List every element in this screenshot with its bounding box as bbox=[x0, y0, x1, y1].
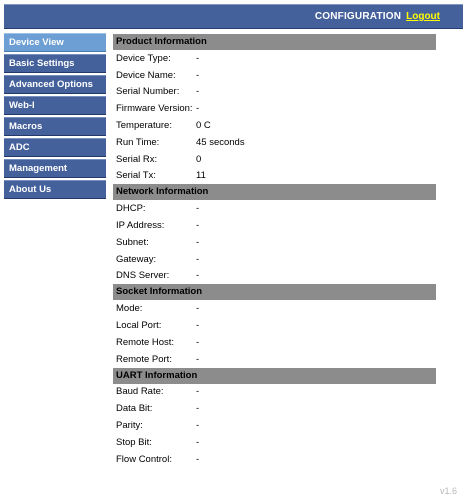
row-value: - bbox=[196, 203, 200, 215]
sidebar-item-management[interactable]: Management bbox=[4, 159, 106, 178]
row-label: Device Name: bbox=[116, 69, 176, 81]
info-row bbox=[113, 417, 436, 434]
row-value: - bbox=[196, 336, 200, 348]
row-label: Subnet: bbox=[116, 236, 149, 248]
info-row bbox=[113, 168, 436, 185]
info-row bbox=[113, 251, 436, 268]
info-row bbox=[113, 50, 436, 67]
row-label: Serial Number: bbox=[116, 86, 180, 98]
row-value: - bbox=[196, 453, 200, 465]
row-value: - bbox=[196, 386, 200, 398]
row-value: - bbox=[196, 69, 200, 81]
row-label: Data Bit: bbox=[116, 403, 153, 415]
info-row bbox=[113, 300, 436, 317]
info-row bbox=[113, 334, 436, 351]
info-row bbox=[113, 351, 436, 368]
section-header: Socket Information bbox=[113, 284, 436, 300]
row-value: - bbox=[196, 236, 200, 248]
info-row bbox=[113, 117, 436, 134]
row-label: Local Port: bbox=[116, 320, 162, 332]
row-label: Parity: bbox=[116, 420, 143, 432]
row-label: Serial Tx: bbox=[116, 170, 156, 182]
product-information-section bbox=[113, 34, 436, 184]
sidebar-item-device-view[interactable]: Device View bbox=[4, 33, 106, 52]
row-value: - bbox=[196, 436, 200, 448]
row-label: Device Type: bbox=[116, 52, 171, 64]
row-value: - bbox=[196, 270, 200, 282]
row-value: - bbox=[196, 103, 200, 115]
info-row bbox=[113, 84, 436, 101]
sidebar-item-web-i[interactable]: Web-I bbox=[4, 96, 106, 115]
logout-link[interactable]: Logout bbox=[406, 11, 440, 22]
row-label: Remote Port: bbox=[116, 353, 172, 365]
info-row bbox=[113, 217, 436, 234]
row-value: - bbox=[196, 403, 200, 415]
row-value: - bbox=[196, 86, 200, 98]
info-row bbox=[113, 317, 436, 334]
row-label: Flow Control: bbox=[116, 453, 172, 465]
row-label: Mode: bbox=[116, 303, 143, 315]
section-header: Network Information bbox=[113, 184, 436, 200]
info-row bbox=[113, 400, 436, 417]
info-row bbox=[113, 134, 436, 151]
row-label: Temperature: bbox=[116, 120, 172, 132]
row-label: Firmware Version: bbox=[116, 103, 193, 115]
sidebar-item-advanced-options[interactable]: Advanced Options bbox=[4, 75, 106, 94]
info-row bbox=[113, 67, 436, 84]
page-title: CONFIGURATION bbox=[314, 11, 402, 22]
info-row bbox=[113, 234, 436, 251]
uart-information-section bbox=[113, 368, 436, 468]
section-header: Product Information bbox=[113, 34, 436, 50]
row-value: 45 seconds bbox=[196, 136, 245, 148]
network-information-section bbox=[113, 184, 436, 284]
info-row bbox=[113, 268, 436, 285]
version-label: v1.6 bbox=[439, 486, 457, 496]
info-row bbox=[113, 200, 436, 217]
row-label: DNS Server: bbox=[116, 270, 170, 282]
row-value: 0 C bbox=[196, 120, 211, 132]
row-value: - bbox=[196, 303, 200, 315]
row-label: DHCP: bbox=[116, 203, 146, 215]
row-value: - bbox=[196, 220, 200, 232]
info-row bbox=[113, 384, 436, 401]
row-value: - bbox=[196, 320, 200, 332]
info-row bbox=[113, 151, 436, 168]
sidebar-item-about-us[interactable]: About Us bbox=[4, 180, 106, 199]
section-header: UART Information bbox=[113, 368, 436, 384]
info-row bbox=[113, 451, 436, 468]
sidebar-item-basic-settings[interactable]: Basic Settings bbox=[4, 54, 106, 73]
row-value: - bbox=[196, 420, 200, 432]
row-value: 11 bbox=[196, 170, 206, 182]
row-label: Remote Host: bbox=[116, 336, 175, 348]
row-value: - bbox=[196, 52, 200, 64]
row-value: 0 bbox=[196, 153, 202, 165]
row-label: IP Address: bbox=[116, 220, 165, 232]
row-label: Serial Rx: bbox=[116, 153, 158, 165]
row-value: - bbox=[196, 253, 200, 265]
sidebar-item-adc[interactable]: ADC bbox=[4, 138, 106, 157]
info-row bbox=[113, 434, 436, 451]
row-value: - bbox=[196, 353, 200, 365]
row-label: Baud Rate: bbox=[116, 386, 164, 398]
main-content bbox=[113, 34, 436, 468]
sidebar-nav bbox=[4, 33, 106, 201]
row-label: Run Time: bbox=[116, 136, 160, 148]
row-label: Stop Bit: bbox=[116, 436, 152, 448]
row-label: Gateway: bbox=[116, 253, 157, 265]
sidebar-item-macros[interactable]: Macros bbox=[4, 117, 106, 136]
socket-information-section bbox=[113, 284, 436, 367]
info-row bbox=[113, 100, 436, 117]
top-header-bar bbox=[4, 4, 463, 29]
